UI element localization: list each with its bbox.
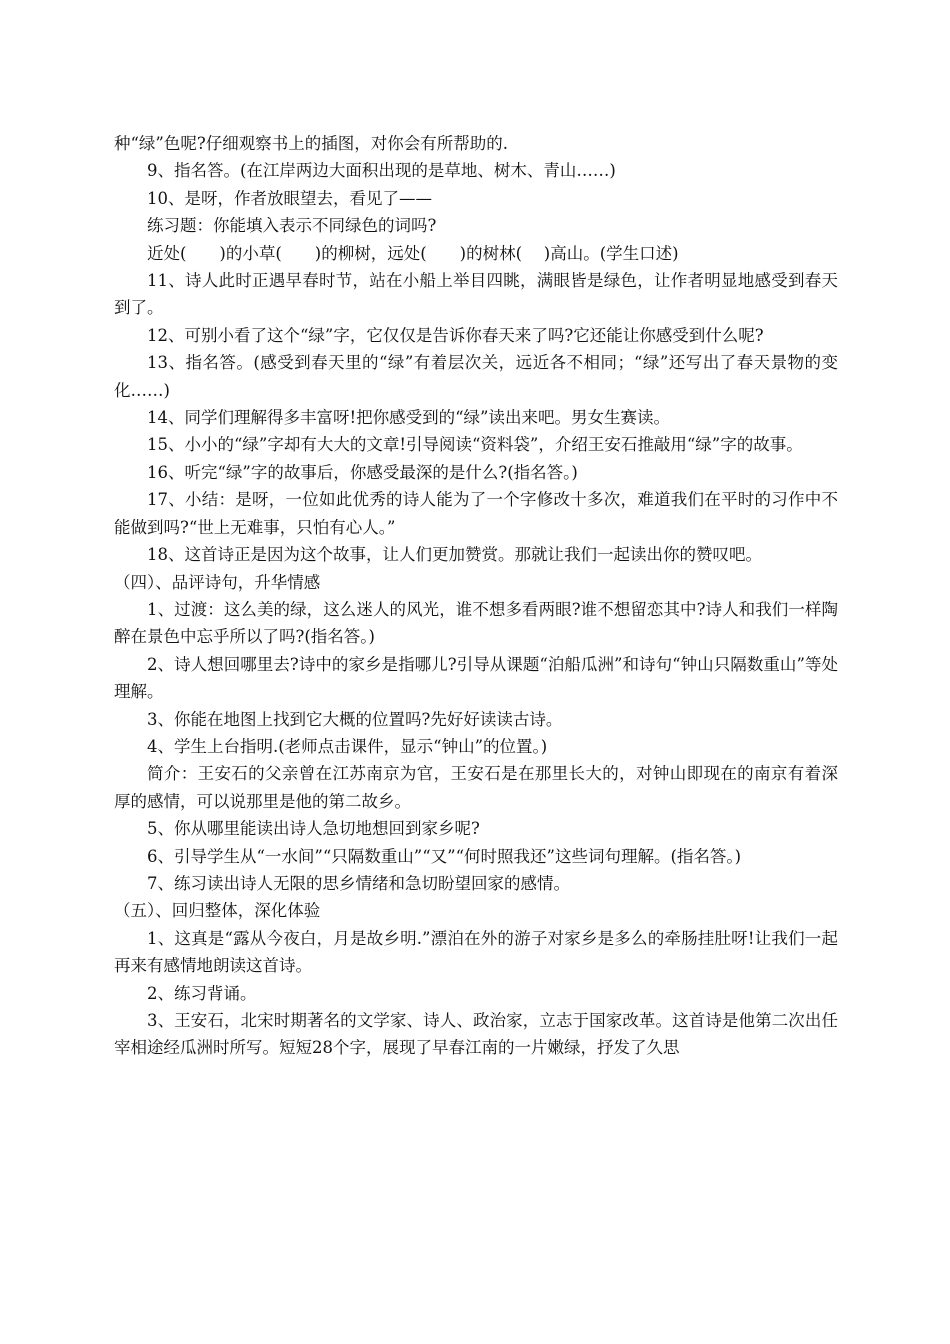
section-heading: （五）、回归整体，深化体验: [114, 901, 321, 921]
paragraph: 练习题：你能填入表示不同绿色的词吗?: [147, 216, 437, 236]
paragraph: 近处( )的小草( )的柳树，远处( )的树林( )高山。(学生口述): [147, 243, 679, 263]
paragraph: 1、过渡：这么美的绿，这么迷人的风光，谁不想多看两眼?谁不想留恋其中?诗人和我们一样陶醉在景色中忘乎所以了吗?(指名答。): [114, 599, 838, 647]
paragraph: 7、练习读出诗人无限的思乡情绪和急切盼望回家的感情。: [147, 873, 570, 893]
paragraph: 17、小结：是呀，一位如此优秀的诗人能为了一个字修改十多次，难道我们在平时的习作中不能做到吗?“世上无难事，只怕有心人。”: [114, 490, 838, 537]
paragraph: 10、是呀，作者放眼望去，看见了——: [147, 188, 432, 208]
paragraph: 6、引导学生从“一水间”“只隔数重山”“又”“何时照我还”这些词句理解。(指名答。): [147, 846, 742, 866]
paragraph: 9、指名答。(在江岸两边大面积出现的是草地、树木、青山……): [147, 161, 616, 181]
paragraph: 简介：王安石的父亲曾在江苏南京为官，王安石是在那里长大的，对钟山即现在的南京有着深厚的感情，可以说那里是他的第二故乡。: [114, 764, 838, 811]
paragraph: 2、诗人想回哪里去?诗中的家乡是指哪儿?引导从课题“泊船瓜洲”和诗句“钟山只隔数重山”等处理解。: [114, 654, 838, 702]
paragraph: 11、诗人此时正遇早春时节，站在小船上举目四眺，满眼皆是绿色，让作者明显地感受到春天到了。: [114, 271, 838, 318]
paragraph: 14、同学们理解得多丰富呀!把你感受到的“绿”读出来吧。男女生赛读。: [147, 408, 670, 428]
section-heading: （四）、品评诗句，升华情感: [114, 572, 321, 592]
paragraph: 种“绿”色呢?仔细观察书上的插图，对你会有所帮助的.: [114, 134, 508, 153]
paragraph: 2、练习背诵。: [147, 983, 257, 1003]
paragraph: 5、你从哪里能读出诗人急切地想回到家乡呢?: [147, 819, 480, 839]
paragraph: 1、这真是“露从今夜白，月是故乡明.”漂泊在外的游子对家乡是多么的牵肠挂肚呀!让我们一起再来有感情地朗读这首诗。: [114, 928, 838, 976]
paragraph: 15、小小的“绿”字却有大大的文章!引导阅读“资料袋”，介绍王安石推敲用“绿”字的故事。: [147, 435, 803, 455]
document-body: [114, 130, 838, 1062]
paragraph: 18、这首诗正是因为这个故事，让人们更加赞赏。那就让我们一起读出你的赞叹吧。: [147, 545, 762, 565]
paragraph: 12、可别小看了这个“绿”字，它仅仅是告诉你春天来了吗?它还能让你感受到什么呢?: [147, 325, 764, 345]
paragraph: 3、你能在地图上找到它大概的位置吗?先好好读读古诗。: [147, 709, 563, 729]
paragraph: 16、听完“绿”字的故事后，你感受最深的是什么?(指名答。): [147, 462, 578, 482]
paragraph: 3、王安石，北宋时期著名的文学家、诗人、政治家，立志于国家改革。这首诗是他第二次出任宰相途经瓜洲时所写。短短28个字，展现了早春江南的一片嫩绿，抒发了久思: [114, 1011, 838, 1058]
paragraph: 13、指名答。(感受到春天里的“绿”有着层次关，远近各不相同；“绿”还写出了春天景物的变化……): [114, 353, 838, 400]
paragraph: 4、学生上台指明.(老师点击课件，显示“钟山”的位置。): [147, 736, 548, 756]
